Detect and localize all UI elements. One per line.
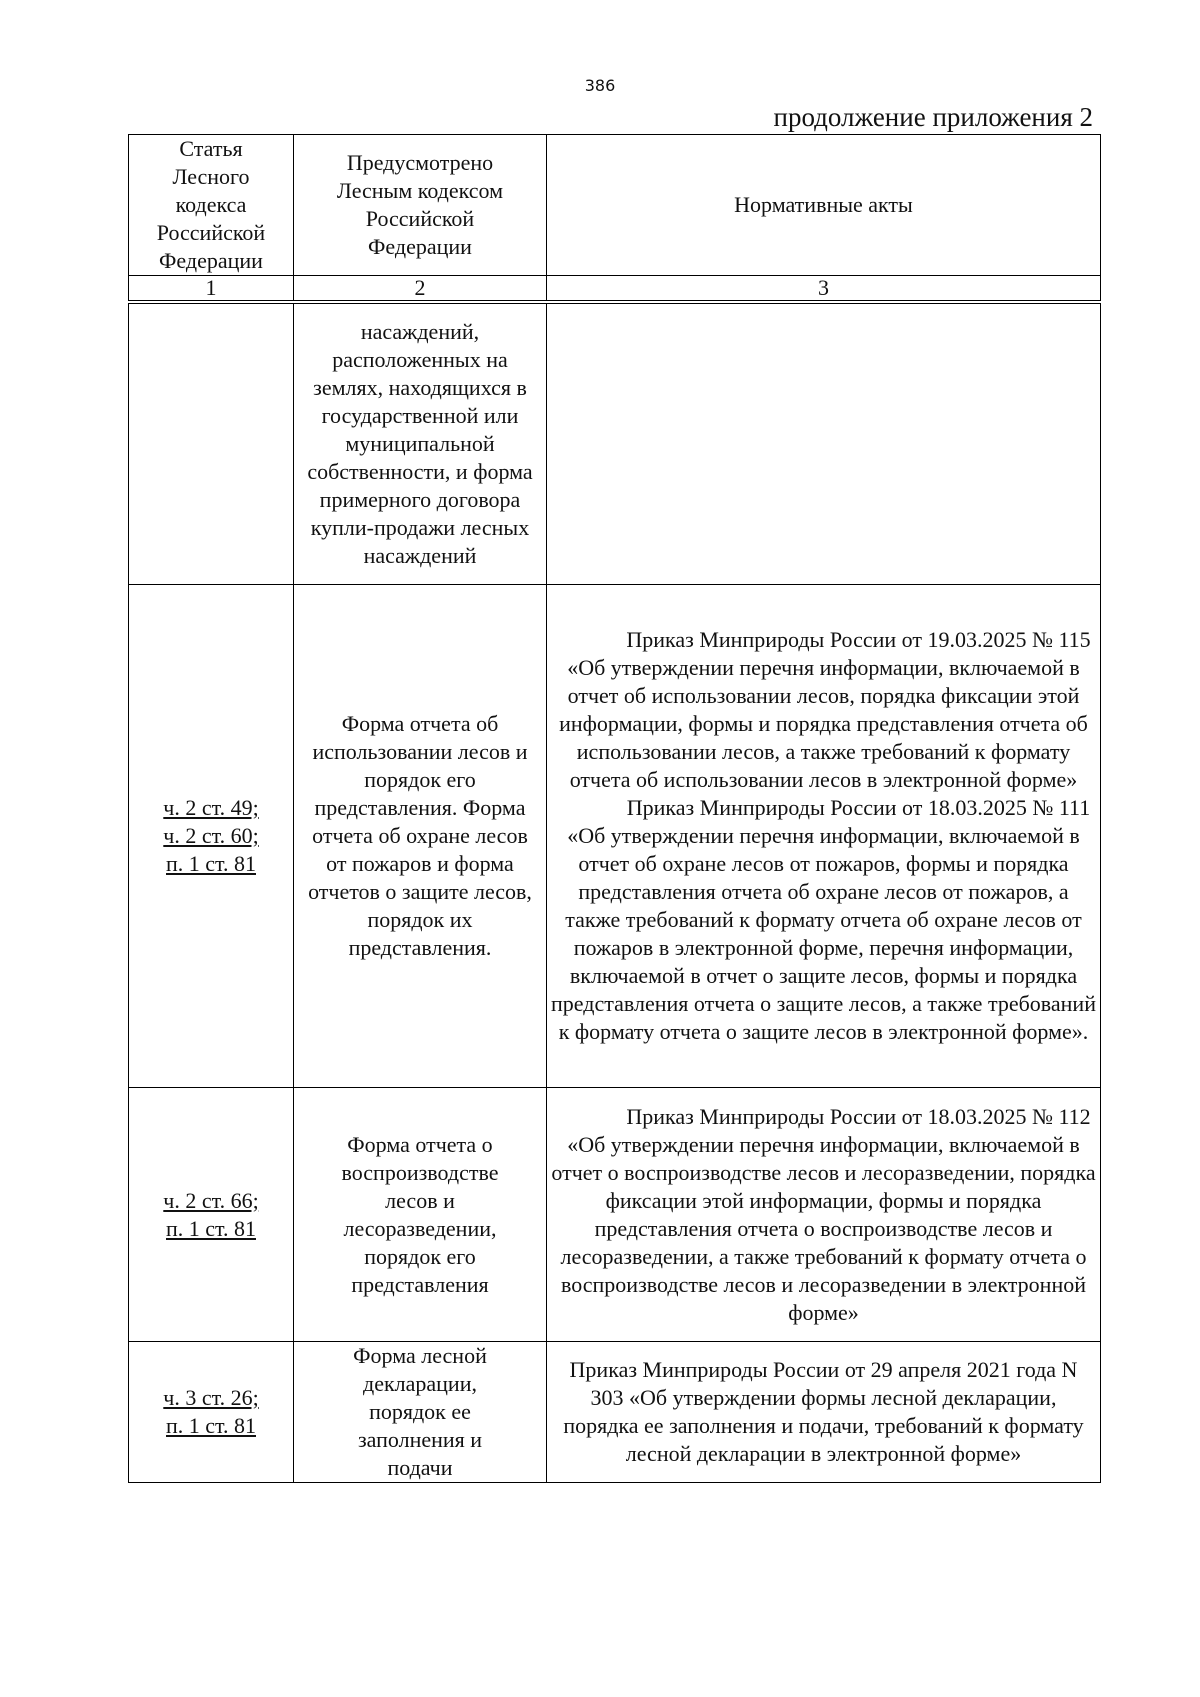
table-row <box>129 302 1101 585</box>
provision-cell: Форма отчета об использовании лесов и порядок его представления. Форма отчета об охране лесов от пожаров и форма отчетов о защите лесов, порядок их представления. <box>294 585 547 1088</box>
page-number: 386 <box>584 76 616 95</box>
table-header-row <box>129 135 1101 276</box>
acts-cell <box>547 1088 1101 1342</box>
table-row <box>129 1088 1101 1342</box>
acts-cell <box>547 585 1101 1088</box>
column-number: 2 <box>294 276 547 303</box>
column-number: 3 <box>547 276 1101 303</box>
act-text: Приказ Минприроды России от 19.03.2025 № 115 «Об утверждении перечня информации, включаемой в отчет об использовании лесов, порядка фиксации этой информации, формы и порядка представления отчета об использовании лесов, а также требований к формату отчета об использовании лесов в электронной форме» <box>559 627 1091 792</box>
header-acts: Нормативные акты <box>547 135 1101 276</box>
act-text: Приказ Минприроды России от 29 апреля 2021 года N 303 «Об утверждении формы лесной декларации, порядка ее заполнения и подачи, требований к формату лесной декларации в электронной форме» <box>563 1357 1084 1466</box>
article-cell <box>129 585 294 1088</box>
article-link[interactable]: п. 1 ст. 81 <box>166 851 256 876</box>
article-link[interactable]: ч. 2 ст. 49; <box>163 795 259 820</box>
article-cell <box>129 1088 294 1342</box>
acts-cell <box>547 1342 1101 1483</box>
act-text: Приказ Минприроды России от 18.03.2025 № 112 «Об утверждении перечня информации, включаемой в отчет о воспроизводстве лесов и лесоразведении, порядка фиксации этой информации, формы и порядка представления отчета о воспроизводстве лесов и лесоразведении, а также требований к формату отчета о воспроизводстве лесов и лесоразведении в электронной форме» <box>551 1103 1096 1325</box>
article-link[interactable]: ч. 2 ст. 60; <box>163 823 259 848</box>
act-text: Приказ Минприроды России от 18.03.2025 № 111 «Об утверждении перечня информации, включаемой в отчет об охране лесов от пожаров, формы и порядка представления отчета об охране лесов от пожаров, а также требований к формату отчета об охране лесов от пожаров в электронной форме, перечня информации, включаемой в отчет о защите лесов, формы и порядка представления отчета о защите лесов, а также требований к формату отчета о защите лесов в электронной форме». <box>551 795 1096 1044</box>
article-cell <box>129 302 294 585</box>
article-link[interactable]: ч. 3 ст. 26; <box>163 1385 259 1410</box>
provision-cell: Форма лесной декларации, порядок ее заполнения и подачи <box>294 1342 547 1483</box>
column-number: 1 <box>129 276 294 303</box>
column-number-row <box>129 276 1101 303</box>
article-link[interactable]: п. 1 ст. 81 <box>166 1413 256 1438</box>
legal-acts-table <box>128 134 1101 1483</box>
article-link[interactable]: п. 1 ст. 81 <box>166 1215 256 1241</box>
table-row <box>129 1342 1101 1483</box>
acts-cell <box>547 302 1101 585</box>
article-cell <box>129 1342 294 1483</box>
article-link[interactable]: ч. 2 ст. 66; <box>163 1187 259 1213</box>
provision-cell: Форма отчета о воспроизводстве лесов и лесоразведении, порядок его представления <box>294 1088 547 1342</box>
header-provision: Предусмотрено Лесным кодексом Российской Федерации <box>294 135 547 276</box>
table-row <box>129 585 1101 1088</box>
header-article: Статья Лесного кодекса Российской Федерации <box>129 135 294 276</box>
provision-cell: насаждений, расположенных на землях, находящихся в государственной или муниципальной собственности, и форма примерного договора купли-продажи лесных насаждений <box>294 302 547 585</box>
continuation-label: продолжение приложения 2 <box>773 102 1093 132</box>
